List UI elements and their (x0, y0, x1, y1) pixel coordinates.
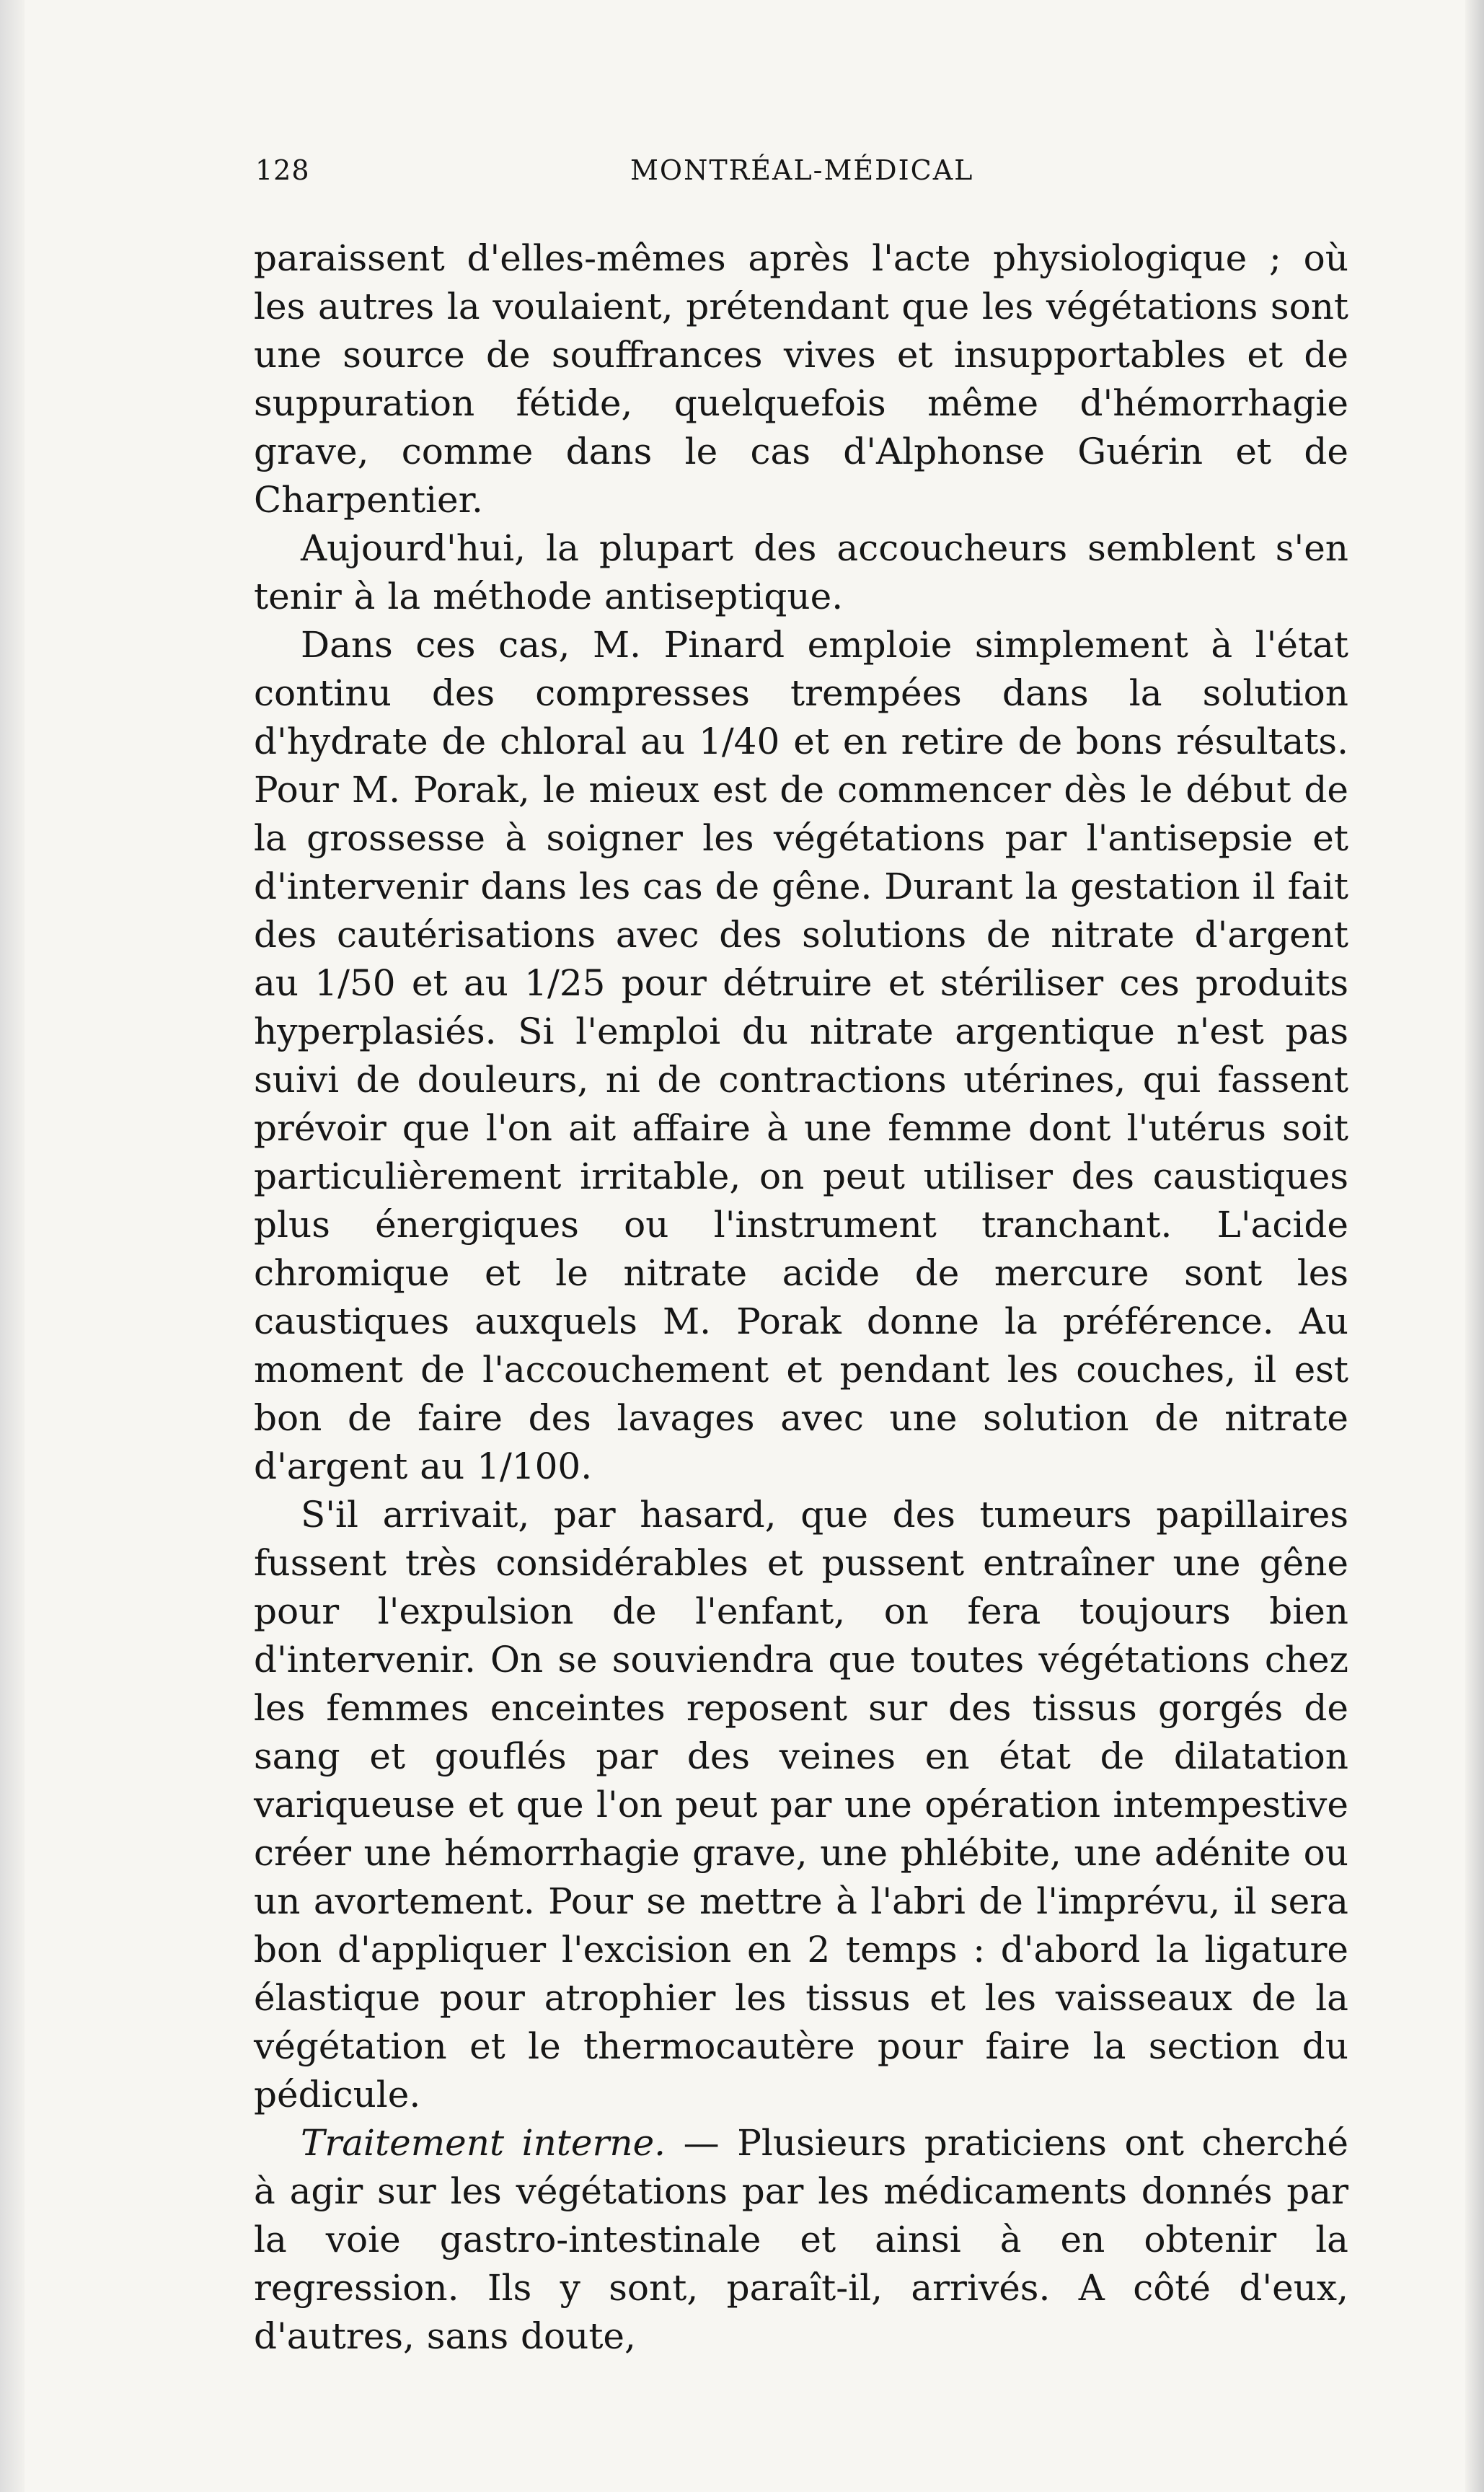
running-title: MONTRÉAL-MÉDICAL (630, 154, 974, 186)
paragraph-3: Dans ces cas, M. Pinard emploie simplement à l'état continu des compresses trempées dans la solution d'hydrate de chloral au 1/40 et en retire de bons résultats. Pour M. Porak, le mieux est de commencer dès le début de la grossesse à soigner les végétations par l'antisepsie et d'intervenir dans les cas de gêne. Durant la gestation il fait des cautérisations avec des solutions de nitrate d'argent au 1/50 et au 1/25 pour détruire et stériliser ces produits hyperplasiés. Si l'emploi du nitrate argentique n'est pas suivi de douleurs, ni de contractions utérines, qui fassent prévoir que l'on ait affaire à une femme dont l'utérus soit particulièrement irritable, on peut utiliser des caustiques plus énergiques ou l'instrument tranchant. L'acide chromique et le nitrate acide de mercure sont les caustiques auxquels M. Porak donne la préférence. Au moment de l'accouchement et pendant les couches, il est bon de faire des lavages avec une solution de nitrate d'argent au 1/100. (254, 624, 1348, 1487)
right-page-edge (1465, 0, 1484, 2492)
section-lead-italic: Traitement interne. (301, 2122, 666, 2164)
paragraph-1: paraissent d'elles-mêmes après l'acte physiologique ; où les autres la voulaient, prétendant que les végétations sont une source de souffrances vives et insupportables et de suppuration fétide, quelquefois même d'hémorrhagie grave, comme dans le cas d'Alphonse Guérin et de Charpentier. (254, 237, 1348, 521)
running-header (255, 154, 1344, 205)
paragraph-5-text: — Plusieurs praticiens ont cherché à agir sur les végétations par les médicaments donnés par la voie gastro-intestinale et ainsi à en obtenir la regression. Ils y sont, paraît-il, arrivés. A côté d'eux, d'autres, sans doute, (254, 2122, 1348, 2357)
paragraph-2: Aujourd'hui, la plupart des accoucheurs semblent s'en tenir à la méthode antiseptique. (254, 527, 1348, 617)
paragraph-5 (254, 2119, 1348, 2361)
paragraph-4: S'il arrivait, par hasard, que des tumeurs papillaires fussent très considérables et pussent entraîner une gêne pour l'expulsion de l'enfant, on fera toujours bien d'intervenir. On se souviendra que toutes végétations chez les femmes enceintes reposent sur des tissus gorgés de sang et gouflés par des veines en état de dilatation variqueuse et que l'on peut par une opération intempestive créer une hémorrhagie grave, une phlébite, une adénite ou un avortement. Pour se mettre à l'abri de l'imprévu, il sera bon d'appliquer l'excision en 2 temps : d'abord la ligature élastique pour atrophier les tissus et les vaisseaux de la végétation et le thermocautère pour faire la section du pédicule. (254, 1494, 1348, 2115)
main-text (254, 234, 1348, 2413)
page-number: 128 (255, 154, 310, 186)
left-page-edge (0, 0, 25, 2492)
